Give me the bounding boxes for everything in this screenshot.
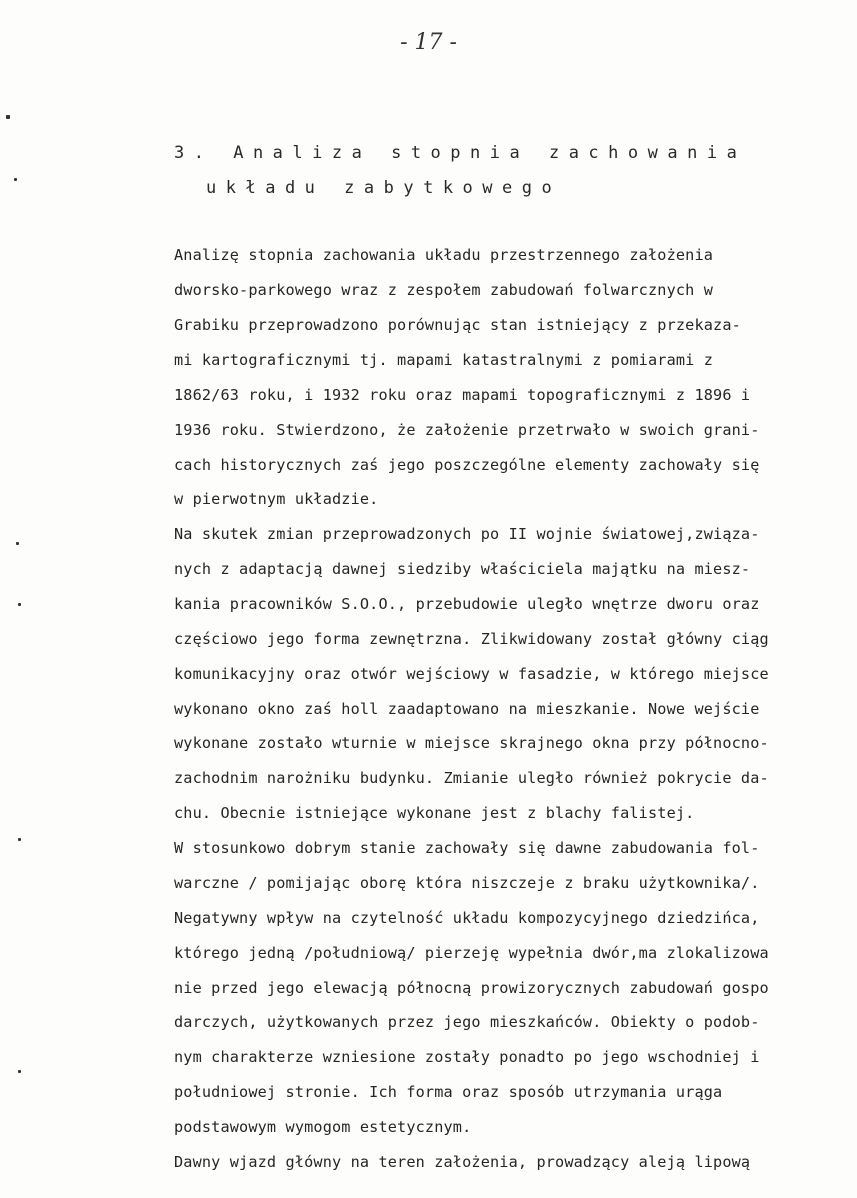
text-line: Grabiku przeprowadzono porównując stan istniejący z przekaza- xyxy=(174,316,741,334)
text-line: nych z adaptacją dawnej siedziby właściciela majątku na miesz- xyxy=(174,560,751,578)
margin-mark xyxy=(6,115,10,119)
text-line: cach historycznych zaś jego poszczególne elementy zachowały się xyxy=(174,456,760,474)
text-line: zachodnim narożniku budynku. Zmianie uległo również pokrycie da- xyxy=(174,769,769,787)
text-line: w pierwotnym układzie. xyxy=(174,490,379,508)
margin-mark xyxy=(14,178,17,181)
text-line: Analizę stopnia zachowania układu przestrzennego założenia xyxy=(174,246,714,264)
text-line: podstawowym wymogom estetycznym. xyxy=(174,1118,472,1136)
text-line: nie przed jego elewacją północną prowizorycznych zabudowań gospo xyxy=(174,979,769,997)
text-line: 1936 roku. Stwierdzono, że założenie przetrwało w swoich grani- xyxy=(174,421,760,439)
text-line: częściowo jego forma zewnętrzna. Zlikwidowany został główny ciąg xyxy=(174,630,769,648)
text-line: W stosunkowo dobrym stanie zachowały się dawne zabudowania fol- xyxy=(174,839,760,857)
text-line: darczych, użytkowanych przez jego mieszkańców. Obiekty o podob- xyxy=(174,1013,760,1031)
text-line: dworsko-parkowego wraz z zespołem zabudowań folwarcznych w xyxy=(174,281,714,299)
margin-mark xyxy=(16,542,19,545)
text-line: wykonano okno zaś holl zaadaptowano na mieszkanie. Nowe wejście xyxy=(174,700,760,718)
page-number: - 17 - xyxy=(400,30,457,55)
text-line: południowej stronie. Ich forma oraz sposób utrzymania urąga xyxy=(174,1083,723,1101)
margin-mark xyxy=(18,603,21,606)
text-line: Dawny wjazd główny na teren założenia, prowadzący aleją lipową xyxy=(174,1153,751,1171)
text-line: kania pracowników S.O.O., przebudowie uległo wnętrze dworu oraz xyxy=(174,595,760,613)
text-line: chu. Obecnie istniejące wykonane jest z blachy falistej. xyxy=(174,804,695,822)
section-heading-continued: układu zabytkowego xyxy=(206,178,562,198)
section-heading: 3. Analiza stopnia zachowania xyxy=(174,143,747,163)
text-line: mi kartograficznymi tj. mapami katastralnymi z pomiarami z xyxy=(174,351,714,369)
text-line: warczne / pomijając oborę która niszczeje z braku użytkownika/. xyxy=(174,874,760,892)
text-line: 1862/63 roku, i 1932 roku oraz mapami topograficznymi z 1896 i xyxy=(174,386,751,404)
text-line: Na skutek zmian przeprowadzonych po II wojnie światowej,związa- xyxy=(174,525,760,543)
text-line: komunikacyjny oraz otwór wejściowy w fasadzie, w którego miejsce xyxy=(174,665,769,683)
margin-mark xyxy=(18,1070,21,1073)
text-line: Negatywny wpływ na czytelność układu kompozycyjnego dziedzińca, xyxy=(174,909,760,927)
text-line: wykonane zostało wturnie w miejsce skrajnego okna przy północno- xyxy=(174,734,769,752)
text-line: nym charakterze wzniesione zostały ponadto po jego wschodniej i xyxy=(174,1048,760,1066)
margin-mark xyxy=(18,838,21,841)
text-line: którego jedną /południową/ pierzeję wypełnia dwór,ma zlokalizowa xyxy=(174,944,769,962)
